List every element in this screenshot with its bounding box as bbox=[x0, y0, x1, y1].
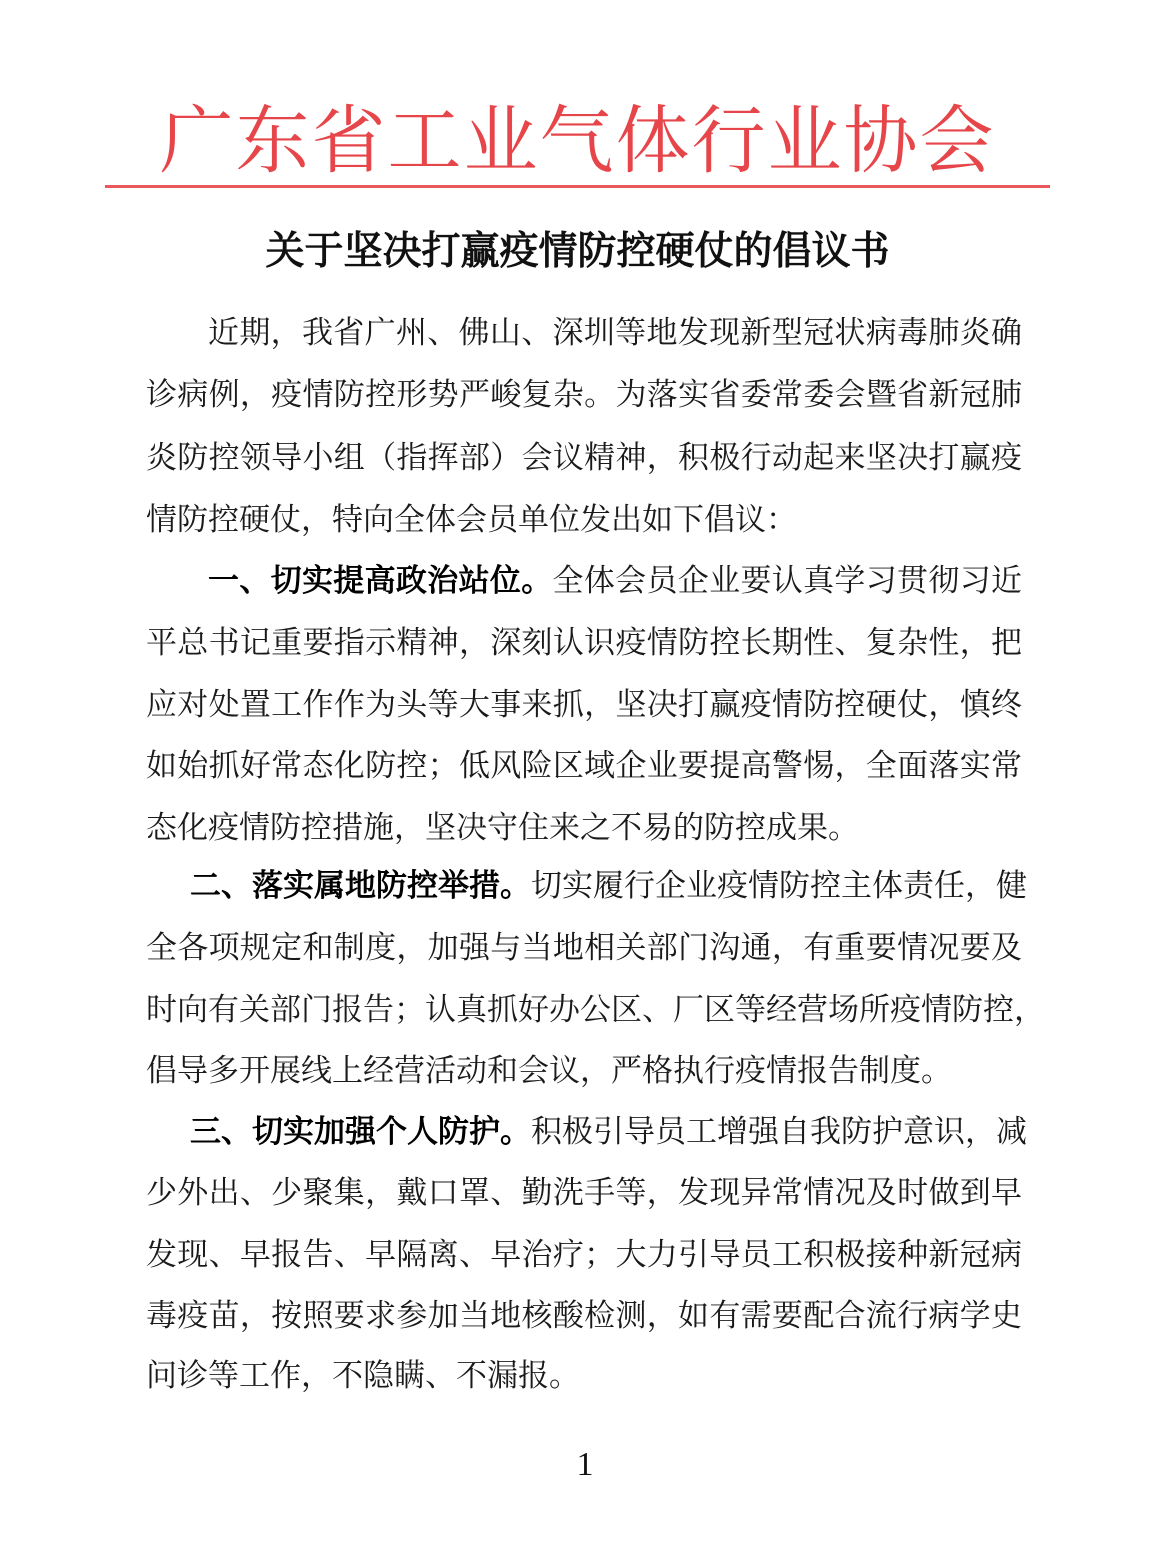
text-line: 诊病例，疫情防控形势严峻复杂。为落实省委常委会暨省新冠肺 bbox=[146, 377, 1022, 413]
section-text: 积极引导员工增强自我防护意识，减 bbox=[531, 1114, 1027, 1150]
letterhead-title: 广东省工业气体行业协会 bbox=[159, 98, 996, 184]
section-first-line bbox=[208, 550, 1022, 612]
text-line: 如始抓好常态化防控；低风险区域企业要提高警惕，全面落实常 bbox=[146, 748, 1022, 784]
text-line: 平总书记重要指示精神，深刻认识疫情防控长期性、复杂性，把 bbox=[146, 625, 1022, 661]
section-heading: 一、切实提高政治站位。 bbox=[208, 563, 553, 599]
text-line: 问诊等工作，不隐瞒、不漏报。 bbox=[146, 1358, 580, 1394]
text-line: 炎防控领导小组（指挥部）会议精神，积极行动起来坚决打赢疫 bbox=[146, 440, 1022, 476]
page-number: 1 bbox=[576, 1446, 594, 1483]
text-line: 应对处置工作作为头等大事来抓，坚决打赢疫情防控硬仗，慎终 bbox=[146, 687, 1022, 723]
document-title: 关于坚决打赢疫情防控硬仗的倡议书 bbox=[265, 229, 890, 274]
letterhead-red-rule bbox=[105, 185, 1050, 188]
text-line: 时向有关部门报告；认真抓好办公区、厂区等经营场所疫情防控， bbox=[146, 992, 1045, 1028]
section-first-line bbox=[190, 855, 1027, 917]
text-line: 情防控硬仗，特向全体会员单位发出如下倡议： bbox=[146, 502, 797, 538]
text-line: 态化疫情防控措施，坚决守住来之不易的防控成果。 bbox=[146, 810, 859, 846]
text-line: 倡导多开展线上经营活动和会议，严格执行疫情报告制度。 bbox=[146, 1053, 952, 1089]
section-text: 全体会员企业要认真学习贯彻习近 bbox=[552, 563, 1023, 599]
text-line: 少外出、少聚集，戴口罩、勤洗手等，发现异常情况及时做到早 bbox=[146, 1175, 1022, 1211]
text-line: 毒疫苗，按照要求参加当地核酸检测，如有需要配合流行病学史 bbox=[146, 1298, 1022, 1334]
text-line: 发现、早报告、早隔离、早治疗；大力引导员工积极接种新冠病 bbox=[146, 1237, 1022, 1273]
section-heading: 二、落实属地防控举措。 bbox=[190, 868, 531, 904]
text-line: 近期，我省广州、佛山、深圳等地发现新型冠状病毒肺炎确 bbox=[208, 315, 1022, 351]
section-heading: 三、切实加强个人防护。 bbox=[190, 1114, 531, 1150]
section-first-line bbox=[190, 1101, 1027, 1163]
section-text: 切实履行企业疫情防控主体责任，健 bbox=[531, 868, 1027, 904]
text-line: 全各项规定和制度，加强与当地相关部门沟通，有重要情况要及 bbox=[146, 930, 1022, 966]
